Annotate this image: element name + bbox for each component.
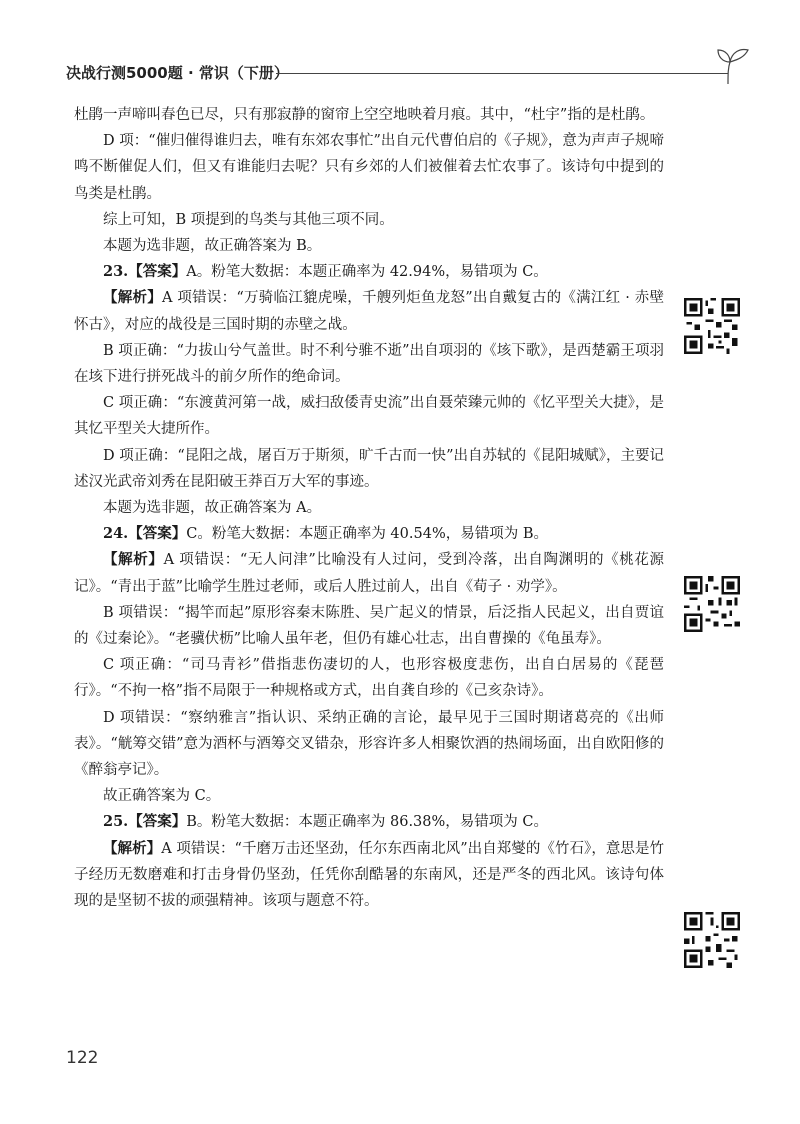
paragraph: 故正确答案为 C。 — [103, 788, 221, 805]
answer-tag: 23.【答案】 — [103, 263, 187, 281]
paragraph: B 项正确：“力拔山兮气盖世。时不利兮骓不逝”出自项羽的《垓下歌》，是西楚霸王项羽在垓下进行拼死战斗的前夕所作的绝命词。 — [74, 342, 664, 386]
paragraph: 杜鹃一声啼叫春色已尽，只有那寂静的窗帘上空空地映着月痕。其中，“杜宇”指的是杜鹃。 — [74, 107, 655, 123]
answer-tag: 25.【答案】 — [103, 813, 187, 831]
analysis-line: 【解析】A 项错误：“千磨万击还坚劲，任尔东西南北风”出自郑燮的《竹石》，意思是竹子经历无数磨难和打击身骨仍坚劲，任凭你刮酷暑的东南风，还是严冬的西北风。该诗句体现的是坚韧不拔的顽强精神。该项与题意不符。 — [74, 839, 665, 910]
book-title: 决战行测5000题 · 常识（下册） — [66, 64, 289, 82]
header-rule — [276, 73, 728, 74]
paragraph: C 项正确：“司马青衫”借指悲伤凄切的人，也形容极度悲伤，出自白居易的《琵琶行》。“不拘一格”指不局限于一种规格或方式，出自龚自珍的《己亥杂诗》。 — [74, 657, 664, 700]
page-number: 122 — [66, 1048, 99, 1068]
analysis-line: 【解析】A 项错误：“万骑临江貔虎噪，千艘列炬鱼龙怒”出自戴复古的《满江红 · 赤壁怀古》，对应的战役是三国时期的赤壁之战。 — [74, 289, 665, 333]
answer-line: 23.【答案】A。粉笔大数据：本题正确率为 42.94%，易错项为 C。 — [103, 263, 548, 281]
body-text — [74, 102, 664, 914]
qr-code-icon[interactable] — [684, 576, 740, 632]
running-header — [66, 58, 746, 88]
answer-tag: 24.【答案】 — [103, 525, 187, 543]
paragraph: D 项：“催归催得谁归去，唯有东郊农事忙”出自元代曹伯启的《子规》，意为声声子规啼鸣不断催促人们，但又有谁能归去呢？只有乡郊的人们被催着去忙农事了。该诗句中提到的鸟类是杜鹃。 — [74, 133, 664, 202]
answer-line: 24.【答案】C。粉笔大数据：本题正确率为 40.54%，易错项为 B。 — [103, 525, 548, 543]
answer-line: 25.【答案】B。粉笔大数据：本题正确率为 86.38%，易错项为 C。 — [103, 813, 548, 831]
paragraph: B 项错误：“揭竿而起”原形容秦末陈胜、吴广起义的情景，后泛指人民起义，出自贾谊的《过秦论》。“老骥伏枥”比喻人虽年老，但仍有雄心壮志，出自曹操的《龟虽寿》。 — [74, 604, 664, 648]
paragraph: C 项正确：“东渡黄河第一战，威扫敌倭青史流”出自聂荣臻元帅的《忆平型关大捷》，是其忆平型关大捷所作。 — [74, 395, 664, 438]
qr-code-icon[interactable] — [684, 298, 740, 354]
analysis-line: 【解析】A 项错误：“无人问津”比喻没有人过问，受到冷落，出自陶渊明的《桃花源记》。“青出于蓝”比喻学生胜过老师，或后人胜过前人，出自《荀子 · 劝学》。 — [74, 551, 665, 595]
paragraph: 本题为选非题，故正确答案为 B。 — [103, 238, 322, 255]
sprout-icon — [716, 44, 752, 84]
paragraph: 综上可知，B 项提到的鸟类与其他三项不同。 — [103, 211, 394, 228]
analysis-tag: 【解析】 — [103, 289, 163, 307]
paragraph: D 项错误：“察纳雅言”指认识、采纳正确的言论，最早见于三国时期诸葛亮的《出师表》。“觥筹交错”意为酒杯与酒筹交叉错杂，形容许多人相聚饮酒的热闹场面，出自欧阳修的《醉翁亭记》。 — [74, 709, 664, 779]
paragraph: 本题为选非题，故正确答案为 A。 — [103, 500, 322, 517]
analysis-tag: 【解析】 — [103, 839, 162, 857]
analysis-tag: 【解析】 — [103, 551, 164, 569]
qr-code-icon[interactable] — [684, 912, 740, 968]
paragraph: D 项正确：“昆阳之战，屠百万于斯须，旷千古而一快”出自苏轼的《昆阳城赋》，主要记述汉光武帝刘秀在昆阳破王莽百万大军的事迹。 — [74, 447, 664, 490]
